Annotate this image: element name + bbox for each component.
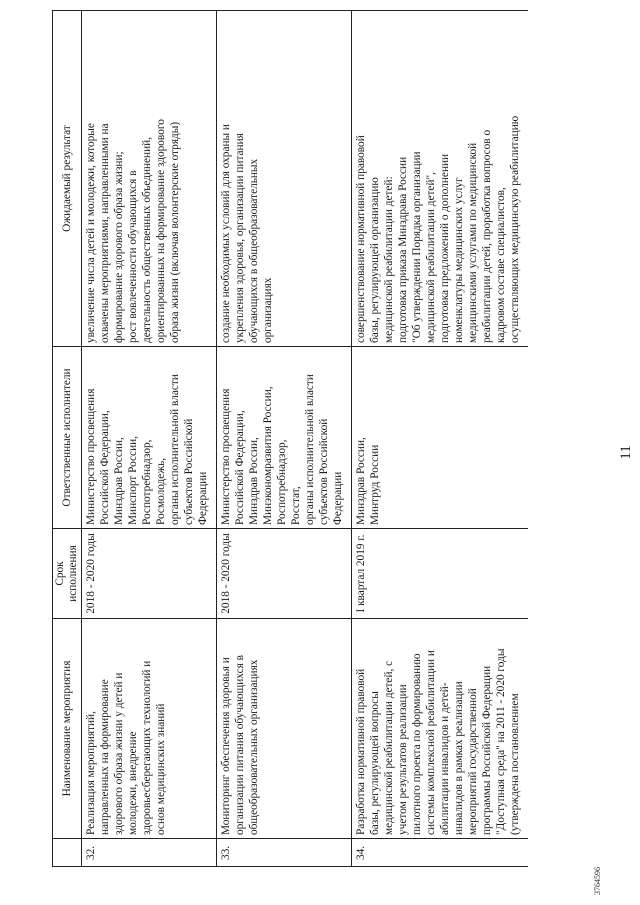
executors-cell [352,347,529,529]
expected-result-cell [217,11,352,347]
measure-name-cell-line: мероприятий государственной [467,688,479,835]
row-number: 32. [82,839,217,867]
measure-name-cell-line: инвалидов в рамках реализации [453,681,465,835]
executors-cell-line: Минтруд России [369,444,381,525]
expected-result-cell-line: базы, регулирующей организацию [369,177,381,343]
executors-cell-line: Российской Федерации, [234,410,246,525]
expected-result-cell-line: подготовка предложений о дополнении [439,153,451,343]
measure-name-cell-line: пилотного проекта по формированию [411,653,423,835]
page-number: 11 [618,445,634,460]
expected-result-cell-line: увеличение числа детей и молодежи, которые [85,123,97,343]
table-row [217,11,352,867]
executors-cell-line: Министерство просвещения [85,388,97,525]
expected-result-cell-line: осуществляющих медицинскую реабилитацию [509,115,521,343]
measure-name-cell-line: здорового образа жизни у детей и [113,672,125,835]
expected-result-cell-line: кадровом составе специалистов, [495,187,507,343]
measure-name-cell-line: "Доступная среда" на 2011 - 2020 годы [495,648,507,835]
measure-name-cell-line: основ медицинских знаний [155,703,167,835]
header-expected-result: Ожидаемый результат [53,11,82,347]
expected-result-cell-line: охвачены мероприятиями, направленными на [99,123,111,343]
executors-cell [82,347,217,529]
executors-cell-line: Минздрав России, [248,437,260,525]
measure-name-cell-line: базы, регулирующей вопросы [369,691,381,835]
expected-result-cell-line: обучающихся в общеобразовательных [248,158,260,343]
expected-result-cell-line: создание необходимых условий для охраны и [220,124,232,343]
expected-result-cell-line: медицинской реабилитации детей", [425,172,437,343]
measure-name-cell-line: учетом результатов реализации [397,684,409,835]
executors-cell-line: Роспотребнадзор, [276,439,288,525]
expected-result-cell-line: деятельность общественных объединений, [141,136,153,343]
measures-table [52,10,528,867]
executors-cell-line: Росмолодежь, [155,457,167,525]
expected-result-cell-line: ориентированных на формирование здорового [155,119,167,343]
expected-result-cell-line: образа жизни (включая волонтерские отряды) [169,121,181,343]
executors-cell-line: Минспорт России, [127,436,139,525]
expected-result-cell-line: реабилитации детей, проработка вопросов о [481,129,493,343]
executors-cell-line: органы исполнительной власти [169,374,181,525]
executors-cell-line: Росстат, [290,486,302,525]
executors-cell-line: Минздрав России, [113,437,125,525]
measure-name-cell [352,619,529,839]
table-row [352,11,529,867]
table-body [82,11,529,867]
measure-name-cell-line: организации питания обучающихся в [234,655,246,835]
executors-cell-line: Минздрав России, [355,437,367,525]
executors-cell-line: органы исполнительной власти [304,374,316,525]
row-number: 34. [352,839,529,867]
executors-cell-line: Федерации [197,471,209,525]
measure-name-cell-line: Реализация мероприятий, [85,711,97,835]
header-deadline: Срок исполнения [53,529,82,619]
executors-cell-line: субъектов Российской [183,418,195,525]
table-row [82,11,217,867]
deadline-cell: 2018 - 2020 годы [217,529,352,619]
expected-result-cell-line: "Об утверждении Порядка организации [411,151,423,343]
expected-result-cell [352,11,529,347]
executors-cell-line: субъектов Российской [318,418,330,525]
executors-cell-line: Министерство просвещения [220,388,232,525]
expected-result-cell-line: формирование здорового образа жизни; [113,151,125,343]
measure-name-cell-line: (утверждена постановлением [509,693,521,835]
executors-cell-line: Роспотребнадзор, [141,439,153,525]
deadline-cell: 2018 - 2020 годы [82,529,217,619]
expected-result-cell-line: рост вовлеченности обучающихся в [127,170,139,343]
executors-cell [217,347,352,529]
measure-name-cell-line: здоровьесберегающих технологий и [141,660,153,835]
measure-name-cell-line: Мониторинг обеспечения здоровья и [220,657,232,835]
executors-cell-line: Минэкономразвития России, [262,386,274,525]
measure-name-cell-line: медицинской реабилитации детей, с [383,660,395,835]
table-header-row [53,11,82,867]
measure-name-cell-line: программы Российской Федерации [481,665,493,835]
expected-result-cell-line: организациях [262,277,274,343]
measure-name-cell-line: направленных на формирование [99,679,111,835]
expected-result-cell-line: подготовка приказа Минздрава России [397,156,409,343]
measure-name-cell-line: молодежи, внедрение [127,731,139,835]
expected-result-cell-line: совершенствование нормативной правовой [355,135,367,343]
measure-name-cell-line: Разработка нормативной правовой [355,668,367,835]
expected-result-cell-line: номенклатуры медицинских услуг [453,177,465,343]
executors-cell-line: Федерации [332,471,344,525]
header-measure-name: Наименование мероприятия [53,619,82,839]
header-number [53,839,82,867]
measure-name-cell [217,619,352,839]
row-number: 33. [217,839,352,867]
measure-name-cell [82,619,217,839]
deadline-cell: I квартал 2019 г. [352,529,529,619]
expected-result-cell-line: медицинскими услугами по медицинской [467,142,479,343]
measure-name-cell-line: общеобразовательных организациях [248,659,260,835]
measure-name-cell-line: абилитации инвалидов и детей- [439,682,451,835]
expected-result-cell-line: медицинской реабилитации детей: [383,176,395,343]
expected-result-cell [82,11,217,347]
expected-result-cell-line: укрепления здоровья, организации питания [234,133,246,343]
executors-cell-line: Российской Федерации, [99,410,111,525]
document-code: 3764596 [593,867,602,895]
measure-name-cell-line: системы комплексной реабилитации и [425,650,437,835]
header-executors: Ответственные исполнители [53,347,82,529]
